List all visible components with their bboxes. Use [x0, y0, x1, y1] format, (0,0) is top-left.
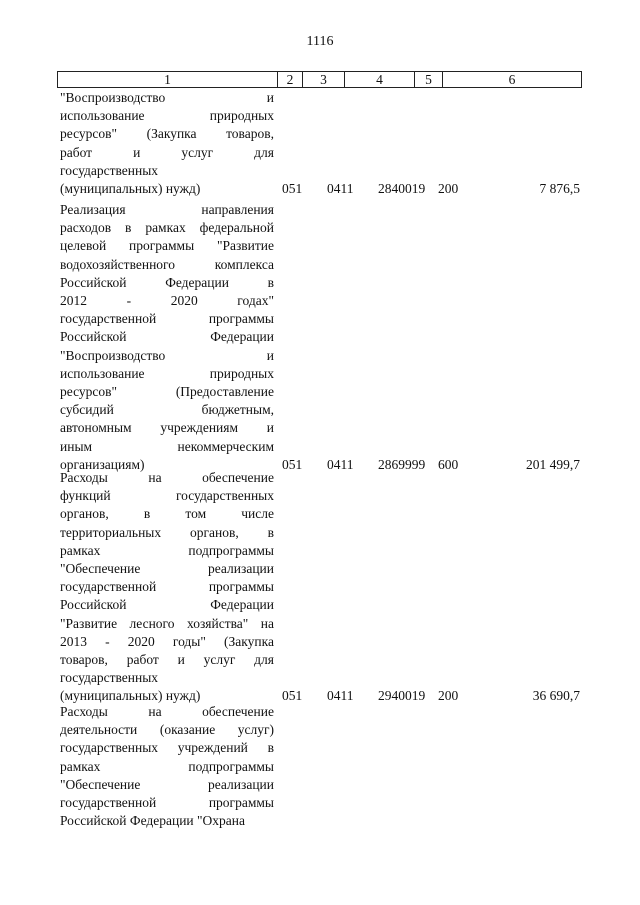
cell-c6: 7 876,5: [539, 181, 580, 196]
description-line: водохозяйственного комплекса: [60, 256, 274, 272]
page-number: 1116: [306, 34, 334, 49]
description-line: рамках подпрограммы: [60, 758, 274, 774]
cell-c5: 600: [438, 456, 459, 472]
description-line: использование природных: [60, 365, 274, 381]
description-line: государственной программы: [60, 311, 274, 327]
description-line: "Развитие лесного хозяйства" на: [60, 615, 274, 631]
cell-c5: 200: [438, 688, 459, 704]
cell-c4: 2869999: [378, 456, 426, 472]
table-header: [57, 71, 582, 88]
header-col-1: 1: [58, 72, 278, 87]
description-line: 2012 - 2020 годах": [60, 293, 274, 309]
description-line: субсидий бюджетным,: [60, 402, 274, 418]
cell-c2: 051: [282, 456, 303, 472]
description-line: Российской Федерации в: [60, 274, 274, 290]
description-line: целевой программы "Развитие: [60, 238, 274, 254]
description-line: иным некоммерческим: [60, 438, 274, 454]
description-line: ресурсов" (Предоставление: [60, 384, 274, 400]
cell-c5: 200: [438, 181, 459, 196]
description-line: "Обеспечение реализации: [60, 776, 274, 792]
description-line: товаров, работ и услуг для: [60, 652, 274, 668]
row-description: [60, 469, 274, 706]
header-col-5: 5: [415, 72, 443, 87]
description-line: государственных: [60, 162, 159, 178]
description-line: ресурсов" (Закупка товаров,: [60, 126, 274, 142]
description-line: "Воспроизводство и: [60, 90, 274, 105]
cell-c4: 2940019: [378, 688, 426, 704]
description-line: органов, в том числе: [60, 506, 274, 522]
description-line: (муниципальных) нужд): [60, 181, 201, 197]
header-col-4: 4: [345, 72, 415, 87]
description-line: Российской Федерации: [60, 597, 274, 613]
cell-c3: 0411: [327, 181, 354, 196]
description-line: (муниципальных) нужд): [60, 688, 201, 704]
description-line: организациям): [60, 456, 145, 472]
description-line: расходов в рамках федеральной: [60, 220, 274, 236]
description-line: работ и услуг для: [60, 144, 274, 160]
description-line: "Воспроизводство и: [60, 347, 274, 363]
description-line: государственной программы: [60, 579, 274, 595]
description-line: "Обеспечение реализации: [60, 561, 274, 577]
description-line: государственных: [60, 670, 159, 686]
description-line: Российской Федерации "Охрана: [60, 813, 246, 829]
cell-c6: 201 499,7: [526, 456, 580, 472]
description-line: рамках подпрограммы: [60, 542, 274, 558]
description-line: деятельности (оказание услуг): [60, 722, 274, 738]
description-line: Реализация направления: [60, 202, 274, 217]
description-line: государственной программы: [60, 795, 274, 811]
description-line: Российской Федерации: [60, 329, 274, 345]
description-line: Расходы на обеспечение: [60, 470, 274, 485]
description-line: функций государственных: [60, 488, 274, 504]
description-line: 2013 - 2020 годы" (Закупка: [60, 633, 274, 649]
header-col-2: 2: [278, 72, 303, 87]
row-description: [60, 703, 274, 830]
description-line: использование природных: [60, 108, 274, 124]
cell-c3: 0411: [327, 688, 354, 704]
cell-c2: 051: [282, 181, 303, 196]
header-col-6: 6: [508, 72, 516, 87]
header-col-3: 3: [303, 72, 345, 87]
description-line: Расходы на обеспечение: [60, 704, 274, 719]
cell-c4: 2840019: [378, 181, 426, 196]
row-description: [60, 89, 274, 198]
cell-c6: 36 690,7: [532, 688, 580, 704]
description-line: государственных учреждений в: [60, 740, 274, 756]
cell-c2: 051: [282, 688, 303, 704]
description-line: территориальных органов, в: [60, 524, 274, 540]
description-line: автономным учреждениям и: [60, 420, 274, 436]
row-description: [60, 201, 274, 474]
cell-c3: 0411: [327, 456, 354, 472]
